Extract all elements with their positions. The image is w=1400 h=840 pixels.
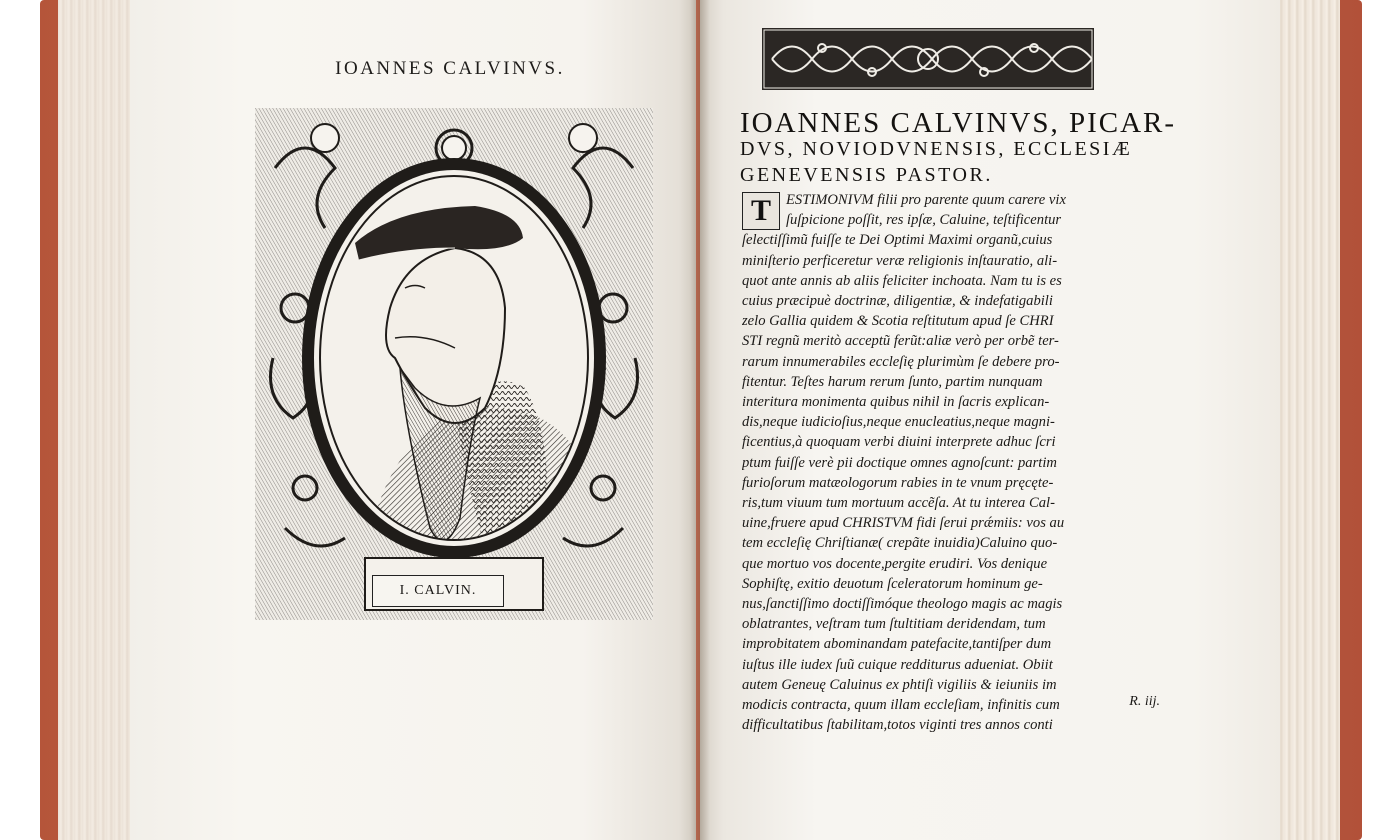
text-line: fitentur. Teſtes harum rerum ſunto, partim nunquam bbox=[742, 373, 1043, 390]
page-heading bbox=[740, 107, 1180, 188]
ornamental-headpiece bbox=[762, 28, 1094, 90]
text-line: miniſterio perficeretur veræ religionis inſtauratio, ali- bbox=[742, 252, 1058, 269]
portrait-woodcut bbox=[255, 108, 653, 620]
text-line: quot ante annis ab aliis feliciter inchoata. Nam tu is es bbox=[742, 272, 1062, 289]
text-line: modicis contracta, quum illam eccleſiam, infinitis cum bbox=[742, 697, 1060, 714]
text-line: tem eccleſię Chriſtianæ( crepãte inuidia)Caluino quo- bbox=[742, 535, 1058, 552]
text-line: ris,tum viuum tum mortuum accẽſa. At tu interea Cal- bbox=[742, 495, 1055, 512]
text-line: improbitatem abominandam patefacite,tantiſper dum bbox=[742, 636, 1052, 653]
text-line: STI regnũ meritò acceptũ ferũt:aliæ verò per orbẽ ter- bbox=[742, 333, 1059, 350]
body-text bbox=[742, 190, 1164, 735]
text-line: ESTIMONIVM filii pro parente quum carere vix bbox=[786, 192, 1066, 208]
text-line: iuſtus ille iudex ſuũ cuique redditurus adueniat. Obiit bbox=[742, 656, 1053, 673]
text-line: autem Geneuę Caluinus ex phtiſi vigiliis & ieiuniis im bbox=[742, 676, 1057, 693]
heading-line-1: IOANNES CALVINVS, PICAR- bbox=[740, 107, 1177, 139]
text-line: difficultatibus ſtabilitam,totos viginti tres annos conti bbox=[742, 717, 1053, 734]
heading-line-3: GENEVENSIS PASTOR. bbox=[740, 164, 993, 186]
text-line: ſelectiſſimũ fuiſſe te Dei Optimi Maximi organũ,cuius bbox=[742, 232, 1053, 249]
text-line: furioſorum matæologorum rabies in te vnum pręcęte- bbox=[742, 474, 1054, 491]
text-line: uine,fruere apud CHRISTVM fidi ſerui prǽmiis: vos au bbox=[742, 515, 1065, 532]
text-line: dis,neque iudicioſius,neque enucleatius,neque magni- bbox=[742, 414, 1055, 431]
signature-mark: R. iij. bbox=[1129, 694, 1160, 709]
text-line: ficentius,à quoquam verbi diuini interprete adhuc ſcri bbox=[742, 434, 1056, 451]
text-line: rarum innumerabiles eccleſię plurimùm ſe debere pro- bbox=[742, 353, 1060, 370]
portrait-caption-plate: I. CALVIN. bbox=[372, 575, 504, 607]
text-line: Sophiſtę, exitio deuotum ſceleratorum hominum ge- bbox=[742, 575, 1043, 592]
text-line: que mortuo vos docente,pergite erudiri. Vos denique bbox=[742, 555, 1048, 572]
text-line: cuius præcipuè doctrinæ, diligentiæ, & indefatigabili bbox=[742, 293, 1053, 310]
running-head: IOANNES CALVINVS. bbox=[335, 58, 565, 79]
book-gutter bbox=[690, 0, 710, 840]
text-line: interitura monimenta quibus nihil in ſacris explican- bbox=[742, 394, 1050, 411]
drop-cap-initial: T bbox=[742, 192, 780, 230]
heading-line-2: DVS, NOVIODVNENSIS, ECCLESIÆ bbox=[740, 138, 1133, 160]
text-line: ptum fuiſſe verè pii doctique omnes agnoſcunt: partim bbox=[742, 454, 1057, 471]
text-line: oblatrantes, veſtram tum ſtultitiam deridendam, tum bbox=[742, 616, 1046, 633]
text-line: ſuſpicione poſſit, res ipſæ, Caluine, teſtificentur bbox=[786, 212, 1062, 229]
text-line: nus,ſanctiſſimo doctiſſimóque theologo magis ac magis bbox=[742, 596, 1063, 613]
text-line: zelo Gallia quidem & Scotia reſtitutum apud ſe CHRI bbox=[742, 313, 1054, 330]
